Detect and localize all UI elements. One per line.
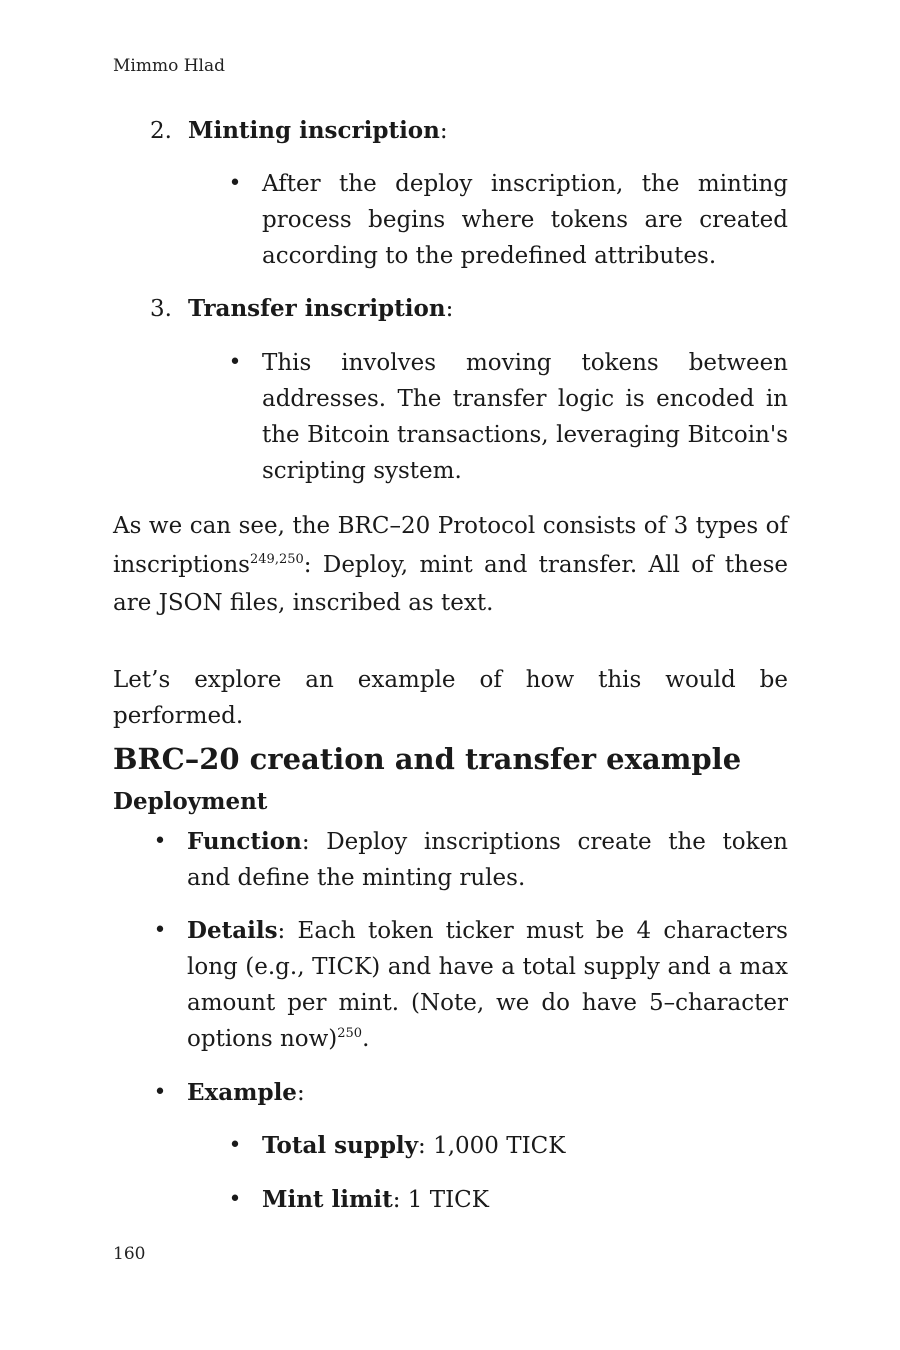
bullet-text: This involves moving tokens between addresses. The transfer logic is encoded in the Bitcoin transactions, leveraging Bitcoin's scripting system. (262, 350, 788, 484)
footnote-ref: 250 (337, 1026, 363, 1041)
bullet-body: : 1 TICK (392, 1187, 489, 1213)
bullet-icon: • (228, 1187, 242, 1212)
section-heading: BRC–20 creation and transfer example (113, 742, 742, 776)
bullet-icon: • (153, 1080, 167, 1105)
bullet-text (262, 1128, 788, 1164)
bullet-label: Function (187, 828, 302, 855)
bullet-label: Mint limit (262, 1186, 393, 1213)
bullet-label: Example (187, 1079, 297, 1106)
bullet-text (262, 1182, 788, 1218)
item-title-wrap: Minting inscription: (188, 117, 448, 144)
paragraph-intro: Let’s explore an example of how this would be performed. (113, 667, 788, 729)
page-number: 160 (113, 1244, 146, 1264)
bullet-body: : Deploy inscriptions create the token and define the minting rules. (187, 829, 788, 891)
paragraph-text: : Deploy, mint and transfer. All of these are JSON files, inscribed as text. (113, 551, 788, 616)
bullet-label: Details (187, 917, 278, 944)
item-number: 2. (150, 118, 172, 144)
bullet-body: : Each token ticker must be 4 characters long (e.g., TICK) and have a total supply and a max amount per mint. (Note, we do have 5–character options now) (187, 918, 788, 1052)
bullet-icon: • (153, 829, 167, 854)
bullet-icon: • (153, 918, 167, 943)
bullet-icon: • (228, 171, 242, 196)
bullet-text (187, 913, 788, 1057)
item-title-wrap: Transfer inscription: (188, 295, 454, 322)
bullet-body: : (296, 1080, 305, 1106)
bullet-body: . (362, 1026, 370, 1052)
bullet-icon: • (228, 1133, 242, 1158)
footnote-ref: 249,250 (250, 551, 304, 567)
item-number: 3. (150, 296, 172, 322)
bullet-text (187, 824, 788, 896)
bullet-body: : 1,000 TICK (418, 1133, 566, 1159)
subsection-heading: Deployment (113, 788, 268, 815)
bullet-icon: • (228, 350, 242, 375)
bullet-text: After the deploy inscription, the minting process begins where tokens are created according to the predefined attributes. (262, 171, 788, 269)
item-title: Transfer inscription (188, 295, 446, 322)
item-title: Minting inscription (188, 117, 440, 144)
running-header: Mimmo Hlad (113, 56, 226, 76)
bullet-label: Total supply (262, 1132, 419, 1159)
paragraph-summary (113, 507, 788, 623)
paragraph-text: As we can see, the BRC–20 Protocol consists of 3 types of inscriptions (113, 513, 788, 578)
bullet-text (187, 1075, 788, 1111)
